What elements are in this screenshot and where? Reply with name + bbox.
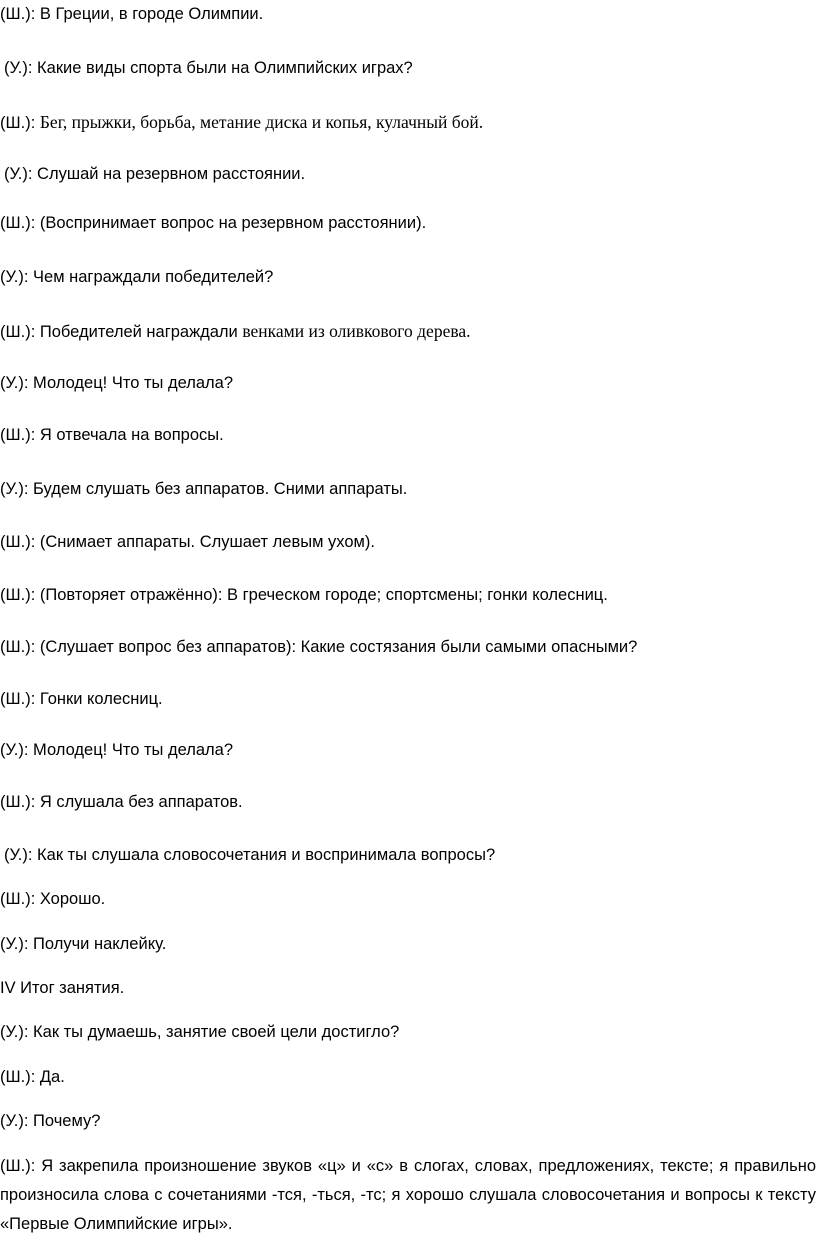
dialogue-line: (Ш.): (Снимает аппараты. Слушает левым ухом). [0,533,375,551]
dialogue-line: (У.): Получи наклейку. [0,935,167,953]
dialogue-line: (У.): Будем слушать без аппаратов. Сними аппараты. [0,480,408,498]
section-heading: IV Итог занятия. [0,979,125,997]
dialogue-line: (Ш.): В Греции, в городе Олимпии. [0,5,264,23]
dialogue-line: (У.): Как ты слушала словосочетания и воспринимала вопросы? [4,846,496,864]
dialogue-line: (У.): Молодец! Что ты делала? [0,374,233,392]
dialogue-line: (Ш.): (Слушает вопрос без аппаратов): Какие состязания были самыми опасными? [0,638,638,656]
dialogue-line [0,111,483,134]
dialogue-line: (Ш.): Я слушала без аппаратов. [0,793,243,811]
dialogue-line: (Ш.): (Воспринимает вопрос на резервном расстоянии). [0,214,427,232]
dialogue-line: (У.): Как ты думаешь, занятие своей цели достигло? [0,1023,400,1041]
line-text: венками из оливкового дерева. [242,321,471,341]
speaker-label: (Ш.): [0,114,40,132]
dialogue-line: (У.): Молодец! Что ты делала? [0,741,233,759]
dialogue-line: (У.): Слушай на резервном расстоянии. [4,165,306,183]
line-text: Бег, прыжки, борьба, метание диска и копья, кулачный бой. [39,112,484,132]
dialogue-line: (Ш.): Хорошо. [0,890,106,908]
dialogue-line: (Ш.): Я отвечала на вопросы. [0,426,224,444]
dialogue-line: (У.): Какие виды спорта были на Олимпийских играх? [4,59,413,77]
dialogue-line: (У.): Почему? [0,1112,101,1130]
line-text: (Ш.): Победителей награждали [0,323,243,341]
dialogue-line [0,320,471,343]
dialogue-line: (Ш.): (Повторяет отражённо): В греческом городе; спортсмены; гонки колесниц. [0,586,608,604]
dialogue-line: (Ш.): Да. [0,1068,65,1086]
dialogue-paragraph: (Ш.): Я закрепила произношение звуков «ц» и «с» в слогах, словах, предложениях, тексте; я правильно произносила слова с сочетаниями -тся, -ться, -тс; я хорошо слушала словосочетания и вопросы к тексту «Первые Олимпийские игры». [0,1157,816,1233]
dialogue-line: (Ш.): Гонки колесниц. [0,690,163,708]
dialogue-line: (У.): Чем награждали победителей? [0,268,274,286]
